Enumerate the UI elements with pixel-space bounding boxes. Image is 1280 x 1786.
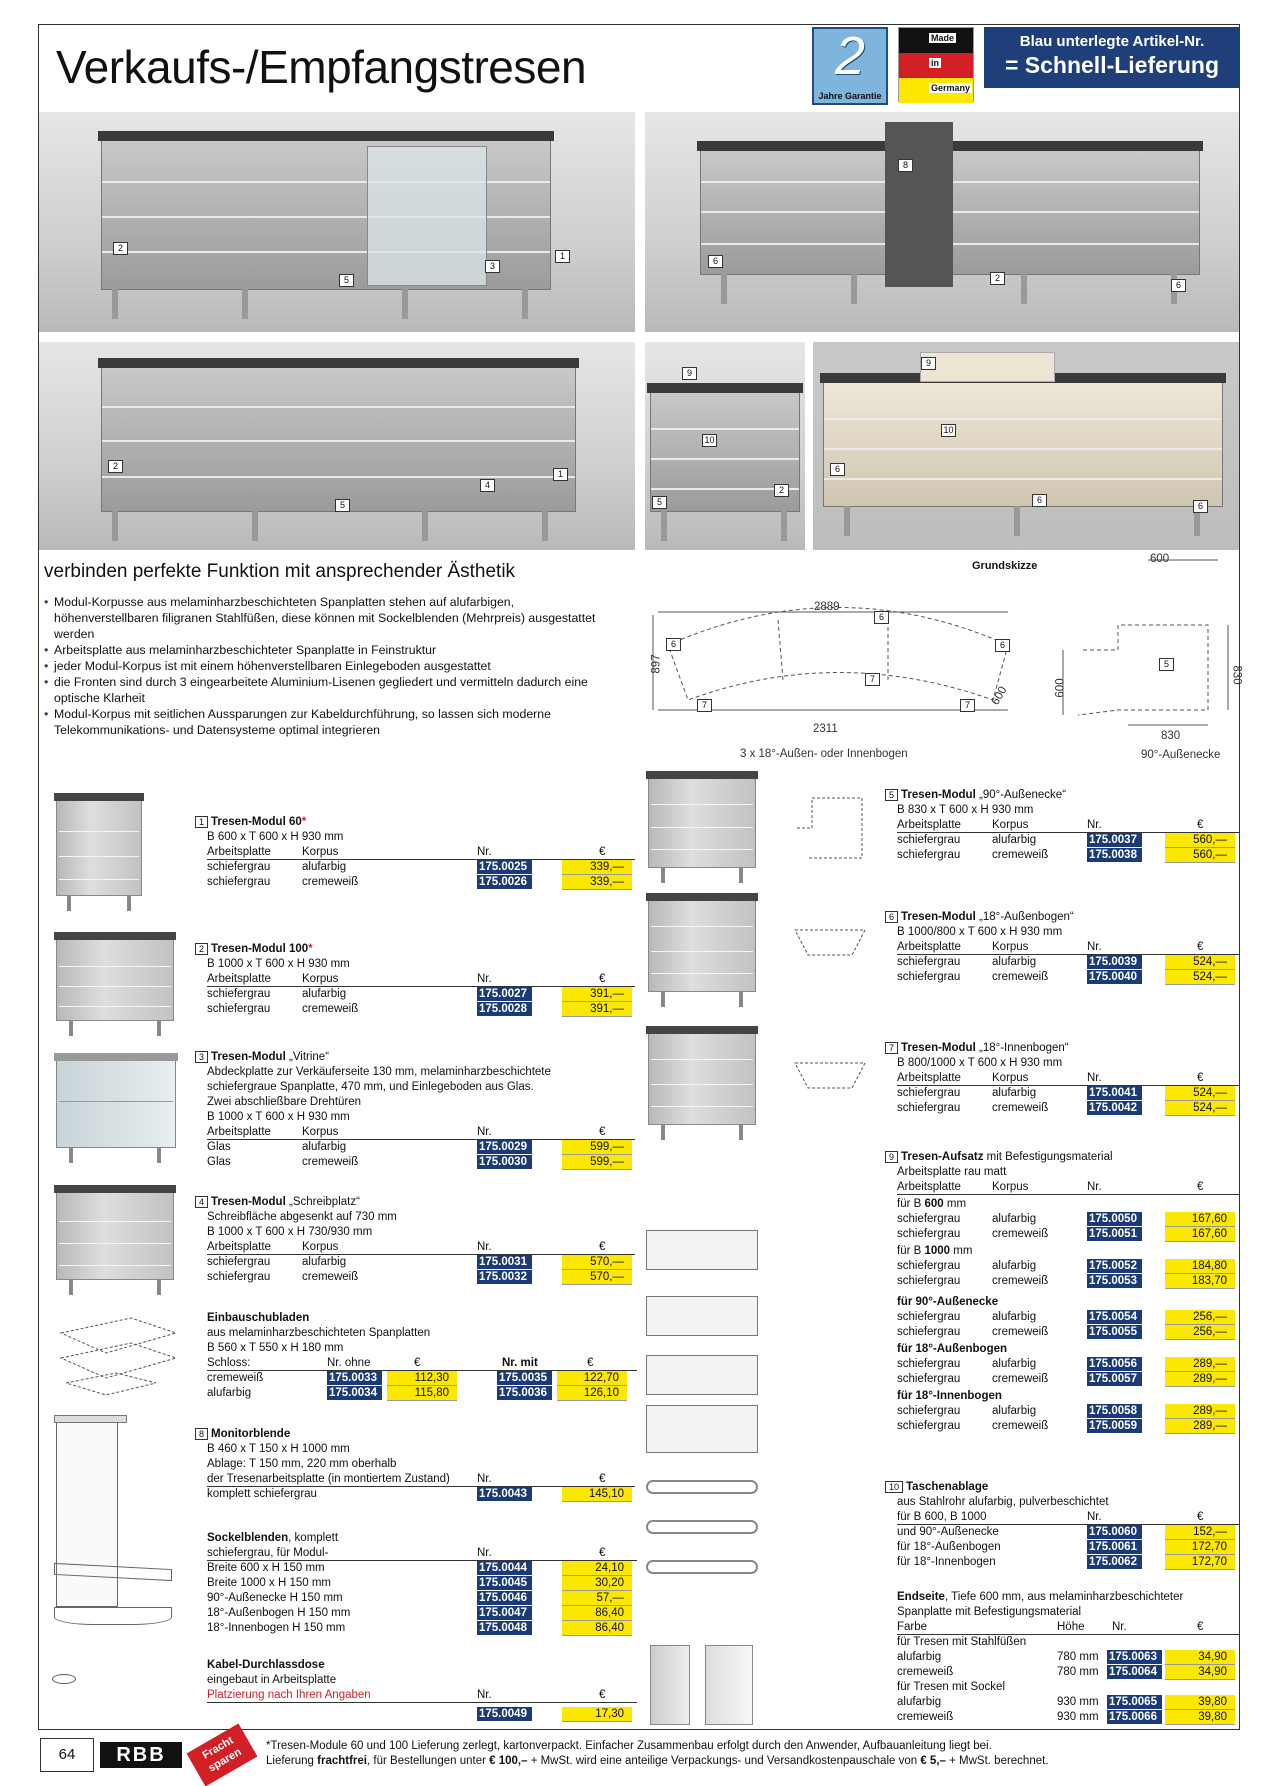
flag-germany: Germany bbox=[931, 83, 971, 93]
price: 570,— bbox=[562, 1255, 632, 1270]
price-row: 18°-Innenbogen H 150 mm 175.0048 86,40 bbox=[207, 1621, 637, 1636]
product-tag: 6 bbox=[885, 911, 898, 923]
article-number: 175.0027 bbox=[477, 987, 532, 1002]
product-image-monitorblende bbox=[56, 1420, 118, 1607]
article-number: 175.0048 bbox=[477, 1621, 532, 1636]
price: 256,— bbox=[1165, 1325, 1235, 1340]
flag-made: Made bbox=[931, 33, 955, 43]
price-row: schiefergrau cremeweiß 175.0055 256,— bbox=[897, 1325, 1240, 1340]
product-image-vitrine bbox=[56, 1060, 176, 1148]
product-desc: B 1000 x T 600 x H 930 mm bbox=[207, 1111, 350, 1123]
product-image-aufsatz-2 bbox=[646, 1296, 758, 1336]
price-row: schiefergrau cremeweiß 175.0053 183,70 bbox=[897, 1274, 1240, 1289]
made-in-germany-badge bbox=[898, 27, 974, 102]
product-photo-2 bbox=[645, 112, 1239, 332]
photo-label: 2 bbox=[113, 242, 128, 255]
price: 289,— bbox=[1165, 1357, 1235, 1372]
product-desc: aus melaminharzbeschichteten Spanplatten bbox=[207, 1327, 431, 1339]
feature-list bbox=[44, 594, 614, 738]
article-number: 175.0047 bbox=[477, 1606, 532, 1621]
product-image-aufsatz-1 bbox=[646, 1230, 758, 1270]
sketch-label: 7 bbox=[865, 673, 880, 686]
price: 86,40 bbox=[562, 1621, 632, 1636]
article-number: 175.0059 bbox=[1087, 1419, 1142, 1434]
photo-label: 8 bbox=[898, 159, 913, 172]
photo-label: 6 bbox=[1193, 500, 1208, 513]
price: 24,10 bbox=[562, 1561, 632, 1576]
price: 560,— bbox=[1165, 848, 1235, 863]
flag-in: in bbox=[931, 58, 939, 68]
diagram-innenbogen bbox=[790, 1048, 870, 1108]
price: 30,20 bbox=[562, 1576, 632, 1591]
photo-label: 10 bbox=[702, 434, 717, 447]
product-tag: 5 bbox=[885, 789, 898, 801]
article-number: 175.0046 bbox=[477, 1591, 532, 1606]
product-image-innenbogen bbox=[648, 1033, 756, 1125]
price-row: alufarbig 175.0034 115,80 175.0036 126,10 bbox=[207, 1386, 637, 1401]
guarantee-label: Jahre Garantie bbox=[818, 91, 882, 101]
product-block: 3 Tresen-Modul „Vitrine“ Abdeckplatte zur Verkäuferseite 130 mm, melaminharzbeschichtete schiefergraue Spanplatte, 470 mm, und Einlegeboden aus Glas. Zwei abschließbare Drehtüren B 1000 x T 600 x H 930 mm Arbeitsplatte Korpus Nr. € Glas alufarbig 175.0029 599,— Glas cremeweiß 175.0030 599,— bbox=[195, 1050, 635, 1170]
price-row: cremeweiß 175.0033 112,30 175.0035 122,70 bbox=[207, 1371, 637, 1386]
drawers-block: Einbauschubladen aus melaminharzbeschichteten Spanplatten B 560 x T 550 x H 180 mm Schloss: Nr. ohne € Nr. mit € cremeweiß 175.0033 112,30 175.0035 122,70 alufarbig 175.0034 115,80 175.0036 126,10 bbox=[207, 1311, 637, 1401]
article-number: 175.0065 bbox=[1107, 1695, 1162, 1710]
product-desc: B 560 x T 550 x H 180 mm bbox=[207, 1342, 344, 1354]
dim-label: 830 bbox=[1230, 665, 1243, 685]
product-image-aussenbogen bbox=[648, 900, 756, 992]
sketch-caption-2: 90°-Außenecke bbox=[1141, 749, 1221, 761]
article-number: 175.0031 bbox=[477, 1255, 532, 1270]
article-number: 175.0055 bbox=[1087, 1325, 1142, 1340]
article-number: 175.0051 bbox=[1087, 1227, 1142, 1242]
product-desc: B 1000 x T 600 x H 730/930 mm bbox=[207, 1226, 373, 1238]
feature-item: • Modul-Korpus mit seitlichen Aussparungen zur Kabeldurchführung, so lassen sich moderne Telekommunikations- und Datensysteme optimal integrieren bbox=[44, 706, 614, 738]
price: 183,70 bbox=[1165, 1274, 1235, 1289]
diagram-aussenecke bbox=[772, 778, 882, 886]
product-image-tasche-3 bbox=[646, 1560, 758, 1574]
price-row: schiefergrau alufarbig 175.0058 289,— bbox=[897, 1404, 1240, 1419]
feature-item: • jeder Modul-Korpus ist mit einem höhenverstellbaren Einlegeboden ausgestattet bbox=[44, 658, 614, 674]
sketch-label: 6 bbox=[995, 639, 1010, 652]
price-row: schiefergrau cremeweiß 175.0040 524,— bbox=[897, 970, 1240, 985]
product-name: Taschenablage bbox=[906, 1481, 989, 1493]
price: 17,30 bbox=[562, 1707, 632, 1722]
product-image-modul-60 bbox=[56, 800, 142, 896]
price-row: schiefergrau alufarbig 175.0027 391,— bbox=[207, 987, 635, 1002]
product-tag: 10 bbox=[885, 1481, 903, 1493]
counter-render bbox=[101, 367, 576, 512]
sketch-label: 7 bbox=[960, 699, 975, 712]
price-row: alufarbig 780 mm 175.0063 34,90 bbox=[897, 1650, 1240, 1665]
article-number: 175.0043 bbox=[477, 1487, 532, 1502]
sketch-caption-1: 3 x 18°-Außen- oder Innenbogen bbox=[740, 748, 908, 760]
product-block: 1 Tresen-Modul 60* B 600 x T 600 x H 930 mm Arbeitsplatte Korpus Nr. € schiefergrau alufarbig 175.0025 339,— schiefergrau cremeweiß 175.0026 339,— bbox=[195, 815, 635, 890]
product-tag: 7 bbox=[885, 1042, 898, 1054]
price: 152,— bbox=[1165, 1525, 1235, 1540]
footer-note: *Tresen-Module 60 und 100 Lieferung zerlegt, kartonverpackt. Einfacher Zusammenbau erfolgt durch den Anwender, Aufbauanleitung liegt bei. Lieferung frachtfrei, für Bestellungen unter € 100,– + MwSt. wird eine anteilige Verpackungs- und Versandkostenpauschale von € 5,– + MwSt. berechnet. bbox=[266, 1740, 1049, 1767]
article-number: 175.0057 bbox=[1087, 1372, 1142, 1387]
photo-label: 3 bbox=[485, 260, 500, 273]
plinth-block: Sockelblenden, komplett schiefergrau, für Modul- Nr. € Breite 600 x H 150 mm 175.0044 24,10 Breite 1000 x H 150 mm 175.0045 30,20 90°-Außenecke H 150 mm 175.0046 57,— 18°-Außenbogen H 150 mm 175.0047 86,40 18°-Innenbogen H 150 mm 175.0048 86,40 bbox=[207, 1531, 637, 1636]
price-row bbox=[207, 1707, 637, 1722]
photo-label: 1 bbox=[553, 468, 568, 481]
product-name: Tresen-Modul bbox=[901, 1042, 976, 1054]
endseite-block: Endseite, Tiefe 600 mm, aus melaminharzbeschichteter Spanplatte mit Befestigungsmaterial Farbe Höhe Nr. € für Tresen mit Stahlfüßen alufarbig 780 mm 175.0063 34,90 cremeweiß 780 mm 175.0064 34,90 für Tresen mit Sockel alufarbig 930 mm 175.0065 39,80 cremeweiß 930 mm 175.0066 39,80 bbox=[897, 1590, 1240, 1725]
feature-item: • Modul-Korpusse aus melaminharzbeschichteten Spanplatten stehen auf alufarbigen, höhenverstellbaren filigranen Stahlfüßen, diese können mit Sockelblenden (Mehrpreis) ausgestattet werden bbox=[44, 594, 614, 642]
price-row: schiefergrau cremeweiß 175.0059 289,— bbox=[897, 1419, 1240, 1434]
tasche-block: 10 Taschenablage aus Stahlrohr alufarbig, pulverbeschichtet für B 600, B 1000 Nr. € und 90°-Außenecke 175.0060 152,— für 18°-Außenbogen 175.0061 172,70 für 18°-Innenbogen 175.0062 172,70 bbox=[885, 1480, 1240, 1570]
product-tag: 2 bbox=[195, 943, 208, 955]
price-row: komplett schiefergrau 175.0043 145,10 bbox=[207, 1487, 635, 1502]
product-name: Monitorblende bbox=[211, 1428, 291, 1440]
photo-label: 10 bbox=[941, 424, 956, 437]
product-tag: 4 bbox=[195, 1196, 208, 1208]
aufsatz-block: 9 Tresen-Aufsatz mit Befestigungsmaterial Arbeitsplatte rau matt Arbeitsplatte Korpus Nr. € für B 600 mm schiefergrau alufarbig 175.0050 167,60 schiefergrau cremeweiß 175.0051 167,60 für B 1000 mm schiefergrau alufarbig 175.0052 184,80 schiefergrau cremeweiß 175.0053 183,70 für 90°-Außenecke schiefergrau alufarbig 175.0054 256,— schiefergrau cremeweiß 175.0055 256,— für 18°-Außenbogen schiefergrau alufarbig 175.0056 289,— schiefergrau cremeweiß 175.0057 289,— für 18°-Innenbogen schiefergrau alufarbig 175.0058 289,— schiefergrau cremeweiß 175.0059 289,— bbox=[885, 1150, 1240, 1434]
article-number: 175.0037 bbox=[1087, 833, 1142, 848]
product-image-kabeldose bbox=[52, 1674, 76, 1684]
article-number: 175.0064 bbox=[1107, 1665, 1162, 1680]
article-number: 175.0042 bbox=[1087, 1101, 1142, 1116]
price: 145,10 bbox=[562, 1487, 632, 1502]
price-row: Glas alufarbig 175.0029 599,— bbox=[207, 1140, 635, 1155]
brand-logo: RBB bbox=[100, 1742, 182, 1768]
photo-label: 1 bbox=[555, 250, 570, 263]
price-row: alufarbig 930 mm 175.0065 39,80 bbox=[897, 1695, 1240, 1710]
article-number: 175.0060 bbox=[1087, 1525, 1142, 1540]
price-row: schiefergrau cremeweiß 175.0042 524,— bbox=[897, 1101, 1240, 1116]
product-image-aufsatz-3 bbox=[646, 1355, 758, 1395]
dim-label: 2311 bbox=[813, 723, 838, 735]
product-photo-1 bbox=[39, 112, 635, 332]
product-image-tasche-2 bbox=[646, 1520, 758, 1534]
sketch-label: 6 bbox=[874, 611, 889, 624]
express-line-1: Blau unterlegte Artikel-Nr. bbox=[1019, 33, 1205, 50]
article-number: 175.0058 bbox=[1087, 1404, 1142, 1419]
price: 167,60 bbox=[1165, 1227, 1235, 1242]
product-desc: Abdeckplatte zur Verkäuferseite 130 mm, melaminharzbeschichtete bbox=[207, 1066, 551, 1078]
photo-label: 4 bbox=[480, 479, 495, 492]
product-block: 6 Tresen-Modul „18°-Außenbogen“ B 1000/800 x T 600 x H 930 mm Arbeitsplatte Korpus Nr. € schiefergrau alufarbig 175.0039 524,— schiefergrau cremeweiß 175.0040 524,— bbox=[885, 910, 1240, 985]
price-row: schiefergrau alufarbig 175.0052 184,80 bbox=[897, 1259, 1240, 1274]
price-row: schiefergrau alufarbig 175.0037 560,— bbox=[897, 833, 1240, 848]
article-number: 175.0062 bbox=[1087, 1555, 1142, 1570]
photo-label: 2 bbox=[108, 460, 123, 473]
page-number: 64 bbox=[40, 1738, 94, 1772]
product-name: Tresen-Modul bbox=[211, 1051, 286, 1063]
product-name: Endseite bbox=[897, 1591, 945, 1603]
product-name: Sockelblenden bbox=[207, 1532, 289, 1544]
price: 34,90 bbox=[1165, 1650, 1235, 1665]
price: 524,— bbox=[1165, 1101, 1235, 1116]
price: 289,— bbox=[1165, 1372, 1235, 1387]
price: 172,70 bbox=[1165, 1555, 1235, 1570]
price-row: für 18°-Innenbogen 175.0062 172,70 bbox=[897, 1555, 1240, 1570]
dim-label: 600 bbox=[1150, 553, 1170, 565]
page-title: Verkaufs-/Empfangstresen bbox=[56, 41, 587, 93]
guarantee-badge bbox=[812, 27, 888, 105]
product-block: 2 Tresen-Modul 100* B 1000 x T 600 x H 930 mm Arbeitsplatte Korpus Nr. € schiefergrau alufarbig 175.0027 391,— schiefergrau cremeweiß 175.0028 391,— bbox=[195, 942, 635, 1017]
photo-label: 9 bbox=[682, 367, 697, 380]
price-row: und 90°-Außenecke 175.0060 152,— bbox=[897, 1525, 1240, 1540]
price: 289,— bbox=[1165, 1404, 1235, 1419]
price: 289,— bbox=[1165, 1419, 1235, 1434]
price-row: cremeweiß 930 mm 175.0066 39,80 bbox=[897, 1710, 1240, 1725]
article-number: 175.0036 bbox=[497, 1386, 552, 1401]
product-image-tasche-1 bbox=[646, 1480, 758, 1494]
price: 391,— bbox=[562, 987, 632, 1002]
product-tag: 1 bbox=[195, 816, 208, 828]
price-row: Glas cremeweiß 175.0030 599,— bbox=[207, 1155, 635, 1170]
product-image-aufsatz-4 bbox=[646, 1405, 758, 1453]
price: 339,— bbox=[562, 860, 632, 875]
sketch-label: 5 bbox=[1159, 658, 1174, 671]
price-row: schiefergrau cremeweiß 175.0028 391,— bbox=[207, 1002, 635, 1017]
product-name: Einbauschubladen bbox=[207, 1312, 310, 1324]
photo-label: 5 bbox=[335, 499, 350, 512]
product-desc: B 600 x T 600 x H 930 mm bbox=[207, 831, 344, 843]
product-desc: schiefergraue Spanplatte, 470 mm, und Einlegeboden aus Glas. bbox=[207, 1081, 534, 1093]
price-row: Breite 600 x H 150 mm 175.0044 24,10 bbox=[207, 1561, 637, 1576]
price-row: schiefergrau alufarbig 175.0056 289,— bbox=[897, 1357, 1240, 1372]
price-row: schiefergrau cremeweiß 175.0038 560,— bbox=[897, 848, 1240, 863]
guarantee-years: 2 bbox=[834, 26, 866, 86]
product-name: Tresen-Modul 100 bbox=[211, 943, 309, 955]
product-name: Tresen-Modul bbox=[901, 789, 976, 801]
price: 39,80 bbox=[1165, 1710, 1235, 1725]
product-image-endseite-2 bbox=[705, 1645, 753, 1725]
price-row: 18°-Außenbogen H 150 mm 175.0047 86,40 bbox=[207, 1606, 637, 1621]
cable-block: Kabel-Durchlassdose eingebaut in Arbeitsplatte Platzierung nach Ihren Angaben Nr. € 175.0049 17,30 bbox=[207, 1658, 637, 1722]
price: 57,— bbox=[562, 1591, 632, 1606]
price: 599,— bbox=[562, 1140, 632, 1155]
product-name: Tresen-Modul bbox=[901, 911, 976, 923]
article-number: 175.0028 bbox=[477, 1002, 532, 1017]
price: 39,80 bbox=[1165, 1695, 1235, 1710]
price-row: schiefergrau alufarbig 175.0050 167,60 bbox=[897, 1212, 1240, 1227]
feature-item: • die Fronten sind durch 3 eingearbeitete Aluminium-Lisenen gegliedert und vermitteln dadurch eine optische Klarheit bbox=[44, 674, 614, 706]
article-number: 175.0038 bbox=[1087, 848, 1142, 863]
article-number: 175.0061 bbox=[1087, 1540, 1142, 1555]
fracht-sparen-badge: Fracht sparen bbox=[187, 1724, 258, 1786]
diagram-aussenbogen bbox=[790, 915, 870, 975]
photo-label: 6 bbox=[1032, 494, 1047, 507]
photo-label: 5 bbox=[339, 274, 354, 287]
dim-label: 600 bbox=[1054, 678, 1067, 698]
product-name: Tresen-Modul 60 bbox=[211, 816, 302, 828]
product-block: 7 Tresen-Modul „18°-Innenbogen“ B 800/1000 x T 600 x H 930 mm Arbeitsplatte Korpus Nr. € schiefergrau alufarbig 175.0041 524,— schiefergrau cremeweiß 175.0042 524,— bbox=[885, 1041, 1240, 1116]
article-number: 175.0044 bbox=[477, 1561, 532, 1576]
price: 172,70 bbox=[1165, 1540, 1235, 1555]
dim-label: 2889 bbox=[814, 601, 840, 613]
product-desc: Zwei abschließbare Drehtüren bbox=[207, 1096, 362, 1108]
price-row: Breite 1000 x H 150 mm 175.0045 30,20 bbox=[207, 1576, 637, 1591]
price: 524,— bbox=[1165, 1086, 1235, 1101]
article-number: 175.0029 bbox=[477, 1140, 532, 1155]
price-row: für 18°-Außenbogen 175.0061 172,70 bbox=[897, 1540, 1240, 1555]
dim-label: 600 bbox=[989, 684, 1010, 708]
article-number: 175.0054 bbox=[1087, 1310, 1142, 1325]
article-number: 175.0053 bbox=[1087, 1274, 1142, 1289]
product-photo-3 bbox=[39, 342, 635, 550]
placement-note: Platzierung nach Ihren Angaben bbox=[207, 1689, 371, 1701]
article-number: 175.0025 bbox=[477, 860, 532, 875]
price: 112,30 bbox=[387, 1371, 457, 1386]
price: 115,80 bbox=[387, 1386, 457, 1401]
price: 339,— bbox=[562, 875, 632, 890]
price-row: schiefergrau cremeweiß 175.0051 167,60 bbox=[897, 1227, 1240, 1242]
counter-render bbox=[101, 140, 551, 290]
article-number: 175.0026 bbox=[477, 875, 532, 890]
price: 599,— bbox=[562, 1155, 632, 1170]
price: 256,— bbox=[1165, 1310, 1235, 1325]
price: 126,10 bbox=[557, 1386, 627, 1401]
photo-label: 9 bbox=[921, 357, 936, 370]
photo-label: 2 bbox=[990, 272, 1005, 285]
article-number: 175.0035 bbox=[497, 1371, 552, 1386]
price: 122,70 bbox=[557, 1371, 627, 1386]
sketch-label: 6 bbox=[666, 638, 681, 651]
article-number: 175.0032 bbox=[477, 1270, 532, 1285]
product-desc: Schreibfläche abgesenkt auf 730 mm bbox=[207, 1211, 397, 1223]
article-number: 175.0030 bbox=[477, 1155, 532, 1170]
price: 34,90 bbox=[1165, 1665, 1235, 1680]
product-image-aussenecke bbox=[648, 778, 756, 868]
price-row: schiefergrau alufarbig 175.0054 256,— bbox=[897, 1310, 1240, 1325]
article-number: 175.0056 bbox=[1087, 1357, 1142, 1372]
photo-label: 6 bbox=[708, 255, 723, 268]
article-number: 175.0049 bbox=[477, 1707, 532, 1722]
product-name: Tresen-Aufsatz bbox=[901, 1151, 984, 1163]
price-row: cremeweiß 780 mm 175.0064 34,90 bbox=[897, 1665, 1240, 1680]
product-image-sockel-2 bbox=[54, 1607, 172, 1625]
price: 524,— bbox=[1165, 970, 1235, 985]
product-tag: 9 bbox=[885, 1151, 898, 1163]
price: 167,60 bbox=[1165, 1212, 1235, 1227]
monitor-panel bbox=[885, 122, 953, 287]
product-image-drawers bbox=[56, 1313, 181, 1398]
price-row: 90°-Außenecke H 150 mm 175.0046 57,— bbox=[207, 1591, 637, 1606]
price-row: schiefergrau alufarbig 175.0039 524,— bbox=[897, 955, 1240, 970]
price-row: schiefergrau cremeweiß 175.0057 289,— bbox=[897, 1372, 1240, 1387]
intro-headline: verbinden perfekte Funktion mit ansprechender Ästhetik bbox=[44, 561, 516, 582]
price-row: schiefergrau cremeweiß 175.0032 570,— bbox=[207, 1270, 635, 1285]
product-block: 5 Tresen-Modul „90°-Außenecke“ B 830 x T 600 x H 930 mm Arbeitsplatte Korpus Nr. € schiefergrau alufarbig 175.0037 560,— schiefergrau cremeweiß 175.0038 560,— bbox=[885, 788, 1240, 863]
product-photo-5 bbox=[813, 342, 1239, 550]
monitor-block: 8 Monitorblende B 460 x T 150 x H 1000 mm Ablage: T 150 mm, 220 mm oberhalb der Tresenarbeitsplatte (in montiertem Zustand) Nr. € komplett schiefergrau 175.0043 145,10 bbox=[195, 1427, 635, 1502]
article-number: 175.0034 bbox=[327, 1386, 382, 1401]
floor-plan-sketch bbox=[648, 550, 1238, 765]
article-number: 175.0052 bbox=[1087, 1259, 1142, 1274]
product-block: 4 Tresen-Modul „Schreibplatz“ Schreibfläche abgesenkt auf 730 mm B 1000 x T 600 x H 730/930 mm Arbeitsplatte Korpus Nr. € schiefergrau alufarbig 175.0031 570,— schiefergrau cremeweiß 175.0032 570,— bbox=[195, 1195, 635, 1285]
price-row: schiefergrau alufarbig 175.0041 524,— bbox=[897, 1086, 1240, 1101]
sketch-label: 7 bbox=[697, 699, 712, 712]
article-number: 175.0040 bbox=[1087, 970, 1142, 985]
product-name: Tresen-Modul bbox=[211, 1196, 286, 1208]
product-name: Kabel-Durchlassdose bbox=[207, 1659, 325, 1671]
product-image-schreibplatz bbox=[56, 1192, 174, 1280]
article-number: 175.0041 bbox=[1087, 1086, 1142, 1101]
price-row: schiefergrau alufarbig 175.0031 570,— bbox=[207, 1255, 635, 1270]
price: 86,40 bbox=[562, 1606, 632, 1621]
price: 570,— bbox=[562, 1270, 632, 1285]
counter-top-unit bbox=[920, 352, 1055, 382]
photo-label: 6 bbox=[830, 463, 845, 476]
photo-label: 2 bbox=[774, 484, 789, 497]
price-row: schiefergrau cremeweiß 175.0026 339,— bbox=[207, 875, 635, 890]
product-image-modul-100 bbox=[56, 939, 174, 1021]
product-tag: 3 bbox=[195, 1051, 208, 1063]
product-desc: B 1000 x T 600 x H 930 mm bbox=[207, 958, 350, 970]
article-number: 175.0045 bbox=[477, 1576, 532, 1591]
article-number: 175.0063 bbox=[1107, 1650, 1162, 1665]
product-image-endseite-1 bbox=[650, 1645, 690, 1725]
product-photo-4 bbox=[645, 342, 805, 550]
price: 524,— bbox=[1165, 955, 1235, 970]
dim-label: 830 bbox=[1161, 730, 1181, 742]
feature-item: • Arbeitsplatte aus melaminharzbeschichteter Spanplatte in Feinstruktur bbox=[44, 642, 614, 658]
article-number: 175.0033 bbox=[327, 1371, 382, 1386]
dim-label: 897 bbox=[650, 654, 663, 674]
price: 391,— bbox=[562, 1002, 632, 1017]
counter-render bbox=[823, 382, 1223, 507]
photo-label: 5 bbox=[652, 496, 667, 509]
product-tag: 8 bbox=[195, 1428, 208, 1440]
sketch-title: Grundskizze bbox=[972, 560, 1038, 572]
article-number: 175.0066 bbox=[1107, 1710, 1162, 1725]
article-number: 175.0039 bbox=[1087, 955, 1142, 970]
photo-label: 6 bbox=[1171, 279, 1186, 292]
price-row: schiefergrau alufarbig 175.0025 339,— bbox=[207, 860, 635, 875]
express-line-2: = Schnell-Lieferung bbox=[1004, 52, 1220, 78]
express-banner bbox=[984, 27, 1240, 88]
price: 560,— bbox=[1165, 833, 1235, 848]
price: 184,80 bbox=[1165, 1259, 1235, 1274]
article-number: 175.0050 bbox=[1087, 1212, 1142, 1227]
